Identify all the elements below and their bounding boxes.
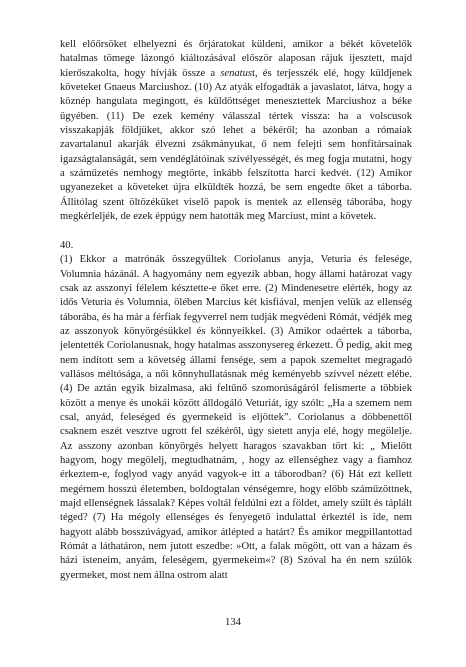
paragraph [60,239,412,583]
paragraph-text: t, és terjesszék elé, hogy küldjenek követeket Gnaeus Marciushoz. (10) Az atyák elfogadták a javaslatot, látva, hogy a köznép hangulata megingott, és küldöttséget menesztettek Marciushoz a béke ügyében. (11) De ezek kemény válasszal tértek vissza: ha a volscusok visszakapják földjüket, akkor szó lehet a békéről; ha azonban a rómaiak zavartalanul akarják élvezni zsákmányukat, ő nem felejti sem honfitársainak igazságtalanságát, sem vendéglátóinak szívélyességét, és meg fogja mutatni, hogy a száműzetés nemhogy megtörte, inkább felszította harci kedvét. (12) Amikor ugyanezeket a követeket újra elküldték hozzá, be sem engedte őket a táborba. Állítólag szent öltözéküket viselő papok is mentek az ellenség táborába, hogy megkérleljék, de ezek éppúgy nem hatották meg Marciust, mint a követek. [60,67,412,223]
chapter-number: 40. [60,239,74,251]
italic-term: senatus [220,67,253,79]
paragraph-text: kell előőrsöket elhelyezni és őrjáratokat küldeni, amikor a békét követelők hatalmas tömege lázongó kiáltozásával először alaposan rájuk ijesztett, majd kierőszakolta, hogy hívják össze a [60,39,412,79]
paragraph [60,38,412,224]
page-number: 134 [225,617,241,628]
paragraph-text: (1) Ekkor a matrónák összegyűltek Coriolanus anyja, Veturia és felesége, Volumnia házánál. A hagyomány nem egyezik abban, hogy állami határozat vagy csak az asszonyi félelem késztette-e őket erre. (2) Mindenesetre elérték, hogy az idős Veturia és Volumnia, ölében Marcius két kisfiával, menjen velük az ellenség táborába, és ha már a férfiak fegyverrel nem tudják megvédeni Rómát, védjék meg az asszonyok könyörgésükkel és könnyeikkel. (3) Amikor odaértek a táborba, jelentették Coriolanusnak, hogy hatalmas asszonysereg érkezett. Ő pedig, akit meg nem indított sem a követség állami fensége, sem a papok szemeltet megragadó vallásos méltósága, a női könnyhullatásnak még keményebb szívvel nézett elébe. (4) De aztán egyik bizalmasa, aki feltűnő szomorúságáról felismerte a többiek között a menye és unokái között álldogáló Veturiát, így szólt: „Ha a szemem nem csal, anyád, feleséged és gyermekeid is eljöttek”. Coriolanus a döbbenettől csaknem eszét vesztve ugrott fel székéről, úgy sietett anyja elé, hogy megölelje. Az asszony azonban könyörgés helyett haragos szavakban tört ki: „ Mielőtt hagyom, hogy megölelj, megtudhatnám, , hogy az ellenséghez vagy a fiamhoz érkeztem-e, foglyod vagy anyád vagyok-e itt a táborodban? (6) Hát ezt kellett megérnem hosszú életemben, boldogtalan vénségemre, hogy előbb száműzöttnek, majd ellenségnek lássalak? Képes voltál feldúlni ezt a földet, amely szült és táplált téged? (7) Ha mégoly ellenséges és fenyegető indulattal érkeztél is ide, nem hagyott alább bosszúvágyad, amikor átlépted a határt? És amikor megpillantottad Rómát a láthatáron, nem jutott eszedbe: »Ott, a falak mögött, ott van a házam és házi isteneim, anyám, feleségem, gyermekeim«? (8) Szóval ha én nem szülök gyermeket, most nem állna ostrom alatt [60,254,412,581]
body-text [60,38,412,583]
